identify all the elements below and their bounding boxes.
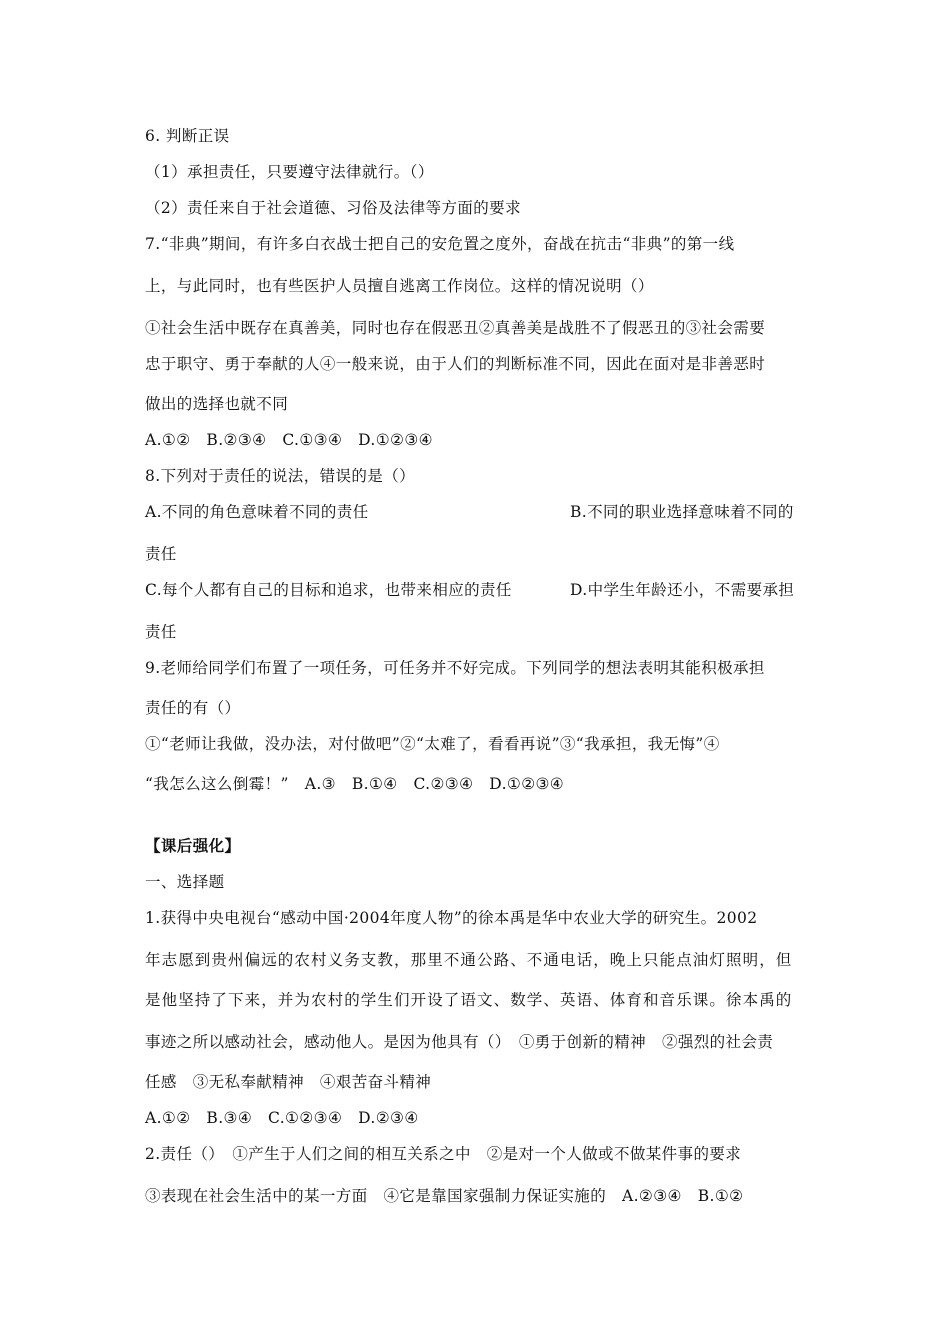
q8-stem: 8.下列对于责任的说法，错误的是（）: [145, 467, 415, 485]
section-subheading: 一、选择题: [145, 873, 225, 891]
q8-option-b-cont: 责任: [145, 545, 177, 563]
s2-line-2: ③表现在社会生活中的某一方面 ④它是靠国家强制力保证实施的 A.②③④ B.①②: [145, 1187, 744, 1205]
q6-title: 6. 判断正误: [145, 127, 230, 145]
q8-option-row-1: [145, 502, 810, 522]
q7-line-4: 忠于职守、勇于奉献的人④一般来说，由于人们的判断标准不同，因此在面对是非善恶时: [145, 355, 766, 373]
q8-option-c: C.每个人都有自己的目标和追求，也带来相应的责任: [145, 581, 512, 599]
s1-line-5: 任感 ③无私奉献精神 ④艰苦奋斗精神: [145, 1073, 432, 1091]
section-heading: 【课后强化】: [145, 836, 241, 855]
q8-option-row-2: [145, 580, 810, 600]
q6-item-1: （1）承担责任，只要遵守法律就行。（）: [145, 163, 434, 181]
q7-line-5: 做出的选择也就不同: [145, 395, 289, 413]
q8-option-d: D.中学生年龄还小，不需要承担: [570, 581, 795, 599]
q9-line-2: 责任的有（）: [145, 699, 241, 717]
s1-options: A.①② B.③④ C.①②③④ D.②③④: [145, 1109, 419, 1127]
q7-line-1: 7.“非典”期间，有许多白衣战士把自己的安危置之度外，奋战在抗击“非典”的第一线: [145, 235, 735, 253]
q7-line-2: 上，与此同时，也有些医护人员擅自逃离工作岗位。这样的情况说明（）: [145, 277, 654, 295]
q9-line-3: ①“老师让我做，没办法，对付做吧”②“太难了，看看再说”③“我承担，我无悔”④: [145, 735, 720, 753]
q8-option-a: A.不同的角色意味着不同的责任: [145, 503, 369, 521]
q8-option-d-cont: 责任: [145, 623, 177, 641]
q7-options: A.①② B.②③④ C.①③④ D.①②③④: [145, 431, 433, 449]
q8-option-b: B.不同的职业选择意味着不同的: [570, 503, 794, 521]
q6-item-2: （2）责任来自于社会道德、习俗及法律等方面的要求: [145, 199, 521, 217]
q9-line-4: “我怎么这么倒霉！” A.③ B.①④ C.②③④ D.①②③④: [145, 775, 565, 793]
s1-line-4: 事迹之所以感动社会，感动他人。是因为他具有（） ①勇于创新的精神 ②强烈的社会责: [145, 1033, 774, 1051]
s1-line-1: 1.获得中央电视台“感动中国·2004年度人物”的徐本禹是华中农业大学的研究生。2002: [145, 909, 758, 927]
s1-line-3: 是他坚持了下来，并为农村的学生们开设了语文、数学、英语、体育和音乐课。徐本禹的: [145, 991, 793, 1009]
q7-line-3: ①社会生活中既存在真善美，同时也存在假恶丑②真善美是战胜不了假恶丑的③社会需要: [145, 319, 766, 337]
s1-line-2: 年志愿到贵州偏远的农村义务支教，那里不通公路、不通电话，晚上只能点油灯照明，但: [145, 951, 793, 969]
s2-line-1: 2.责任（） ①产生于人们之间的相互关系之中 ②是对一个人做或不做某件事的要求: [145, 1145, 742, 1163]
q9-line-1: 9.老师给同学们布置了一项任务，可任务并不好完成。下列同学的想法表明其能积极承担: [145, 659, 765, 677]
